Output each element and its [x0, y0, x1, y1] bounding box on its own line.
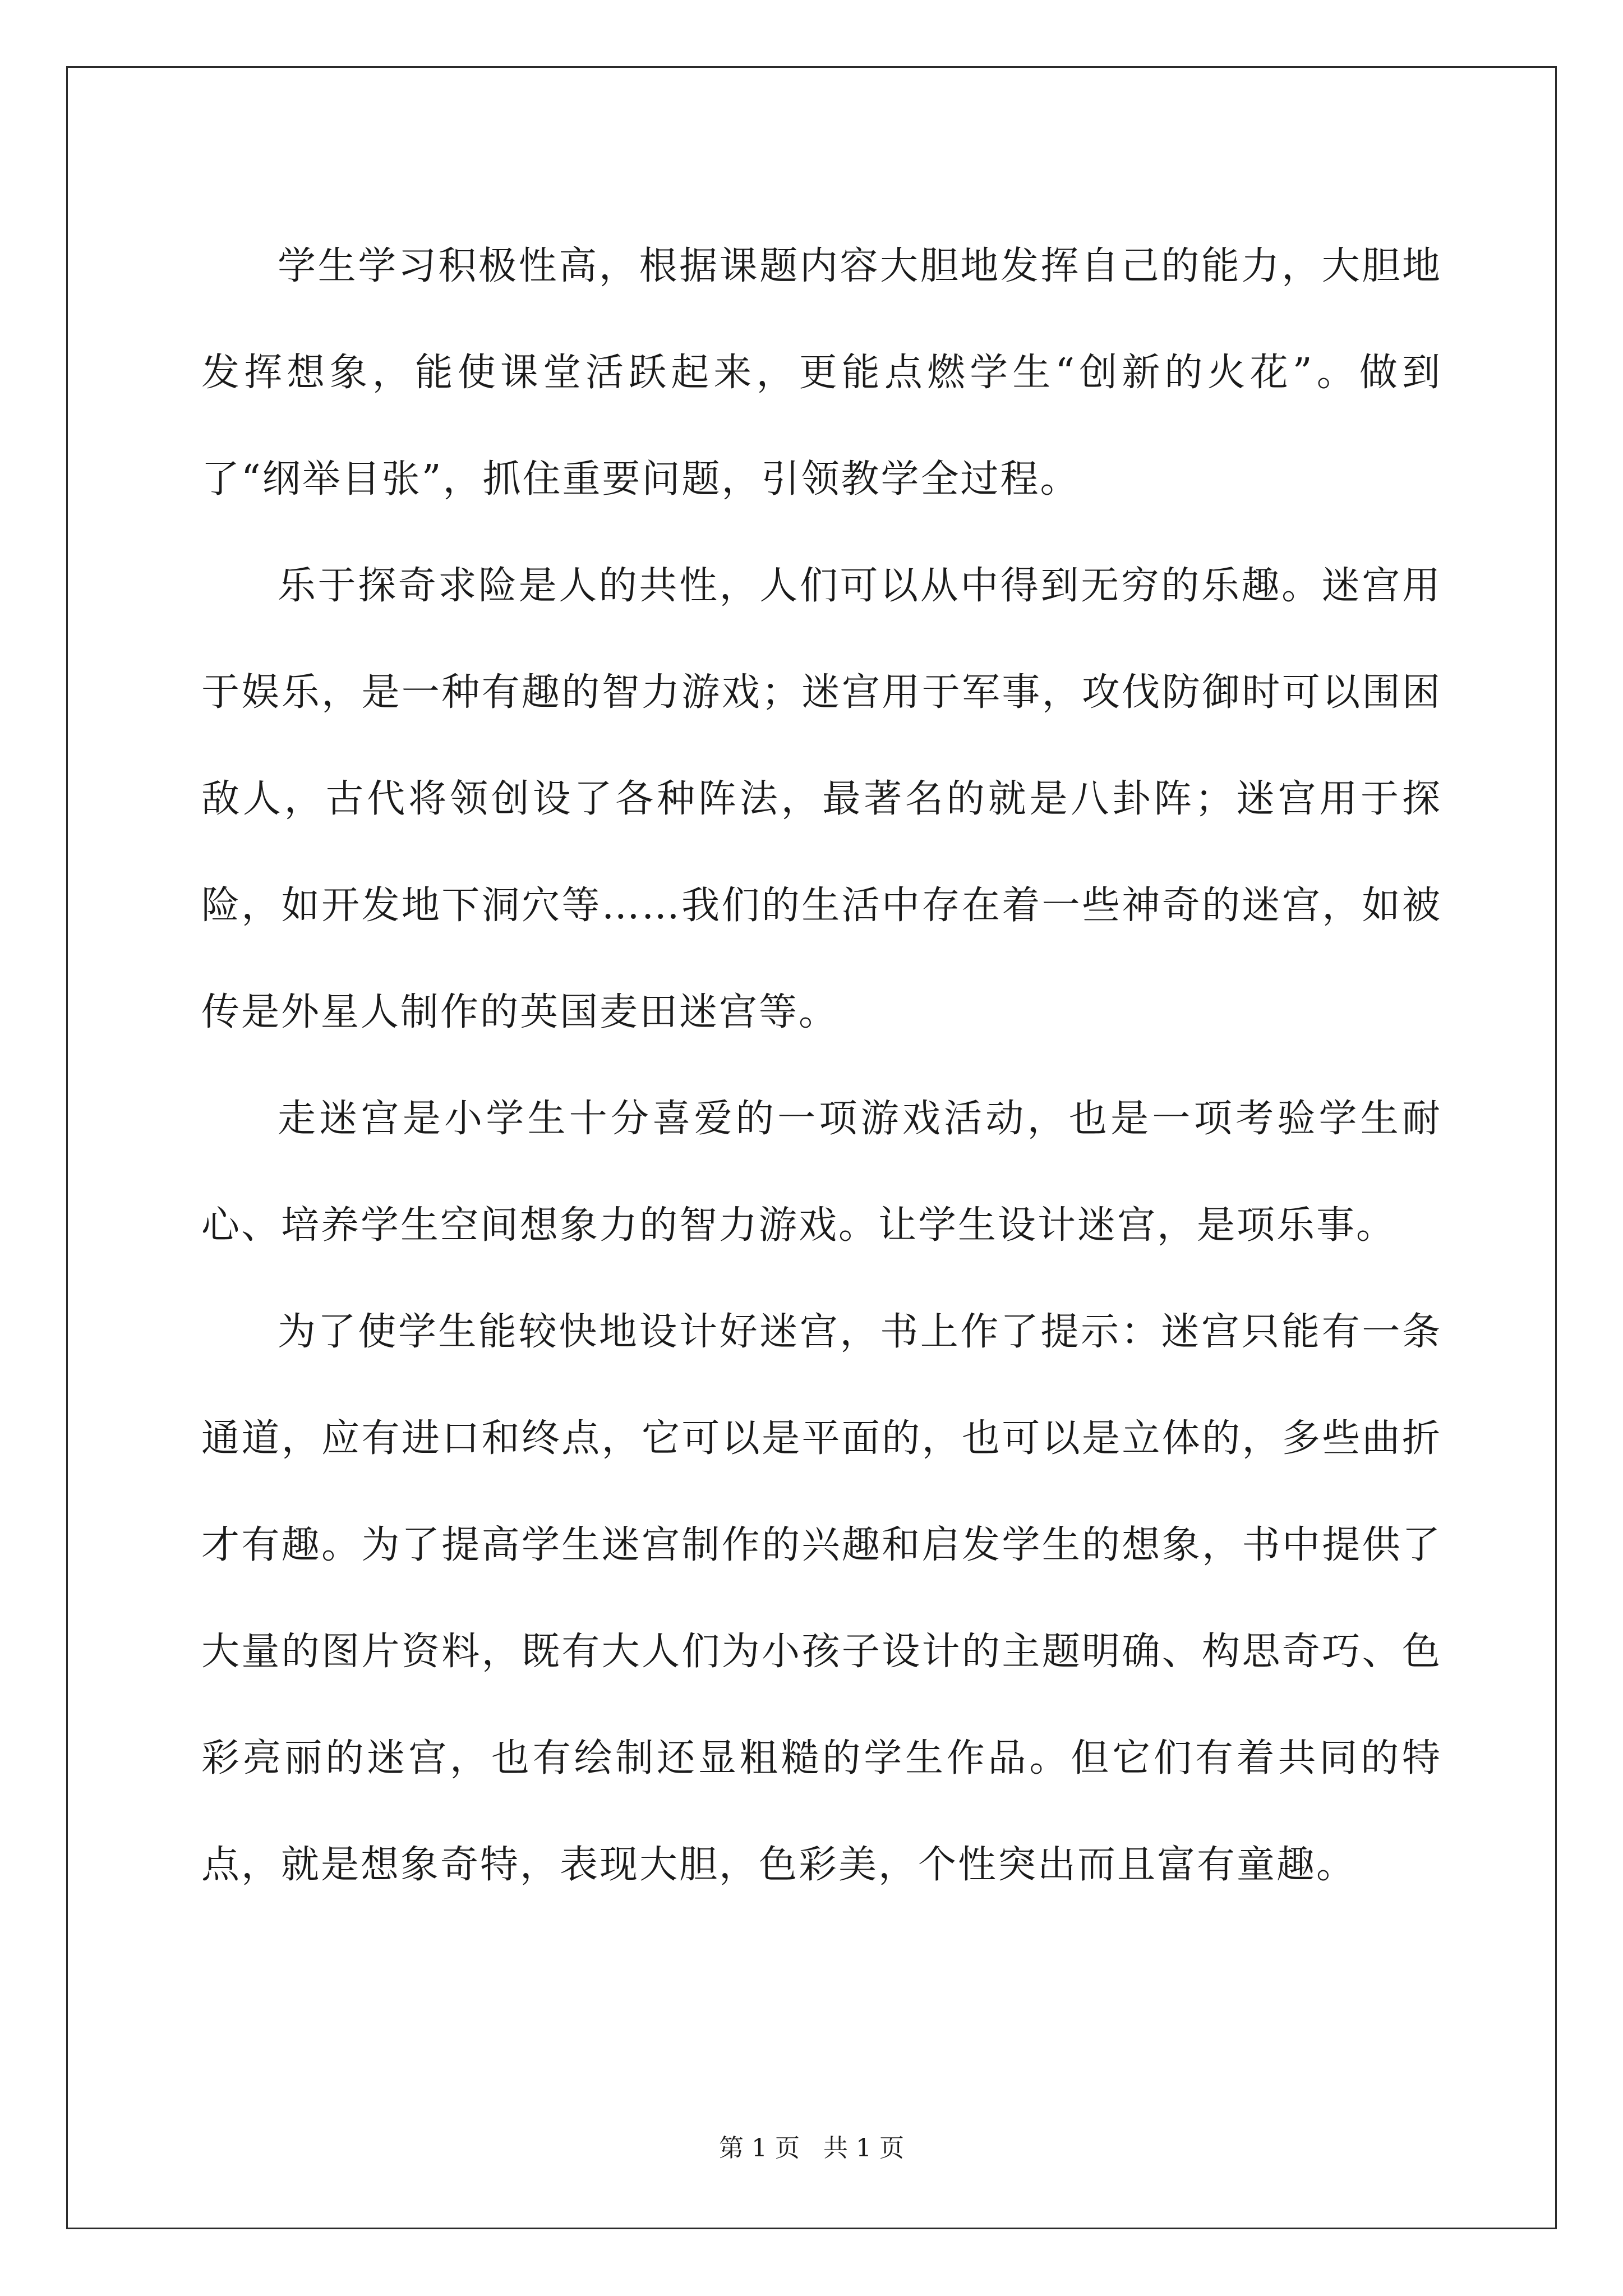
page-number-footer: 第 1 页 共 1 页 [719, 2134, 904, 2162]
paragraph-1: 学生学习积极性高，根据课题内容大胆地发挥自己的能力，大胆地发挥想象，能使课堂活跃起来，更能点燃学生“创新的火花”。做到了“纲举目张”，抓住重要问题，引领教学全过程。 [201, 244, 1442, 501]
paragraph-2: 乐于探奇求险是人的共性，人们可以从中得到无穷的乐趣。迷宫用于娱乐，是一种有趣的智力游戏；迷宫用于军事，攻伐防御时可以围困敌人，古代将领创设了各种阵法，最著名的就是八卦阵；迷宫用于探险，如开发地下洞穴等……我们的生活中存在着一些神奇的迷宫，如被传是外星人制作的英国麦田迷宫等。 [201, 564, 1442, 1034]
document-body [201, 213, 1442, 1918]
paragraph-3: 走迷宫是小学生十分喜爱的一项游戏活动，也是一项考验学生耐心、培养学生空间想象力的智力游戏。让学生设计迷宫，是项乐事。 [201, 1097, 1442, 1248]
paragraph-4: 为了使学生能较快地设计好迷宫，书上作了提示：迷宫只能有一条通道，应有进口和终点，它可以是平面的，也可以是立体的，多些曲折才有趣。为了提高学生迷宫制作的兴趣和启发学生的想象，书中提供了大量的图片资料，既有大人们为小孩子设计的主题明确、构思奇巧、色彩亮丽的迷宫，也有绘制还显粗糙的学生作品。但它们有着共同的特点，就是想象奇特，表现大胆，色彩美，个性突出而且富有童趣。 [201, 1310, 1442, 1887]
